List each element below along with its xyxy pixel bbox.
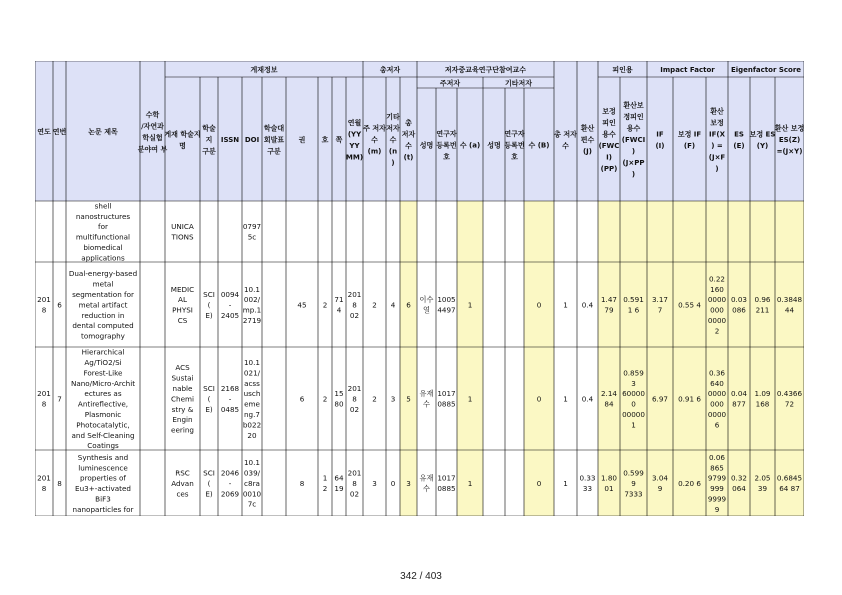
cell-f: 0.20 6 bbox=[678, 478, 701, 488]
header-page: 쪽 bbox=[335, 136, 343, 145]
cell-e: 0.04 877 bbox=[730, 389, 748, 409]
cell-vol: 6 bbox=[299, 394, 305, 404]
cell-j: 0.33 33 bbox=[579, 473, 596, 494]
cell-m: 2 bbox=[372, 394, 377, 404]
cell-total: 1 bbox=[563, 300, 568, 310]
cell-pp: 1.47 79 bbox=[600, 295, 618, 315]
header-p_id: 연구자 등록번 호 bbox=[436, 130, 457, 162]
cell-total: 1 bbox=[563, 478, 568, 488]
cell-x: 0.22 160 0000 000 0000 2 bbox=[707, 274, 727, 336]
cell-class: SCI ( E) bbox=[203, 468, 215, 499]
header-p_name: 성명 bbox=[419, 141, 434, 150]
header-o_id: 연구자 등록번 호 bbox=[504, 130, 525, 162]
cell-x: 0.06 865 9799 999 9999 9 bbox=[707, 452, 727, 514]
cell-i: 3.04 9 bbox=[651, 473, 669, 494]
cell-issue: 1 2 bbox=[322, 473, 328, 494]
cell-j: 0.4 bbox=[581, 300, 594, 310]
header-no: 연번 bbox=[52, 128, 67, 137]
cell-doi: 10.1 021/ acss usch eme ng.7 b022 20 bbox=[242, 358, 262, 440]
cell-f: 0.91 6 bbox=[678, 394, 701, 404]
cell-a: 1 bbox=[467, 478, 473, 488]
header-y: 보정 ES (Y) bbox=[749, 130, 776, 150]
header-issue: 호 bbox=[321, 136, 329, 145]
cell-year: 201 8 bbox=[37, 389, 51, 409]
cell-y: 2.05 39 bbox=[754, 473, 771, 494]
cell-class: SCI ( E) bbox=[203, 290, 215, 320]
highlight-column-b bbox=[524, 201, 554, 516]
cell-issn: 0094 -2405 bbox=[220, 290, 240, 320]
cell-jpp: 0.591 1 6 bbox=[623, 295, 644, 315]
group-authors: 총저자 bbox=[379, 66, 401, 74]
header-class: 학술 지 구분 bbox=[202, 124, 216, 156]
highlight-column-a bbox=[457, 201, 483, 516]
cell-z: 0.3848 44 bbox=[776, 295, 803, 315]
cell-p_name: 유재 수 bbox=[419, 389, 434, 409]
cell-journal: MEDIC AL PHYSI CS bbox=[170, 284, 195, 325]
cell-no: 6 bbox=[57, 300, 62, 310]
cell-p_id: 1005 4497 bbox=[437, 295, 456, 315]
header-x: 환산 보정 IF(X ) = (J×F ) bbox=[708, 107, 726, 173]
cell-date: 201 8 02 bbox=[347, 468, 362, 499]
cell-x: 0.36 640 0000 000 0000 6 bbox=[707, 368, 727, 430]
group-publication: 게재정보 bbox=[250, 66, 278, 74]
cell-f: 0.55 4 bbox=[678, 300, 701, 310]
header-year: 연도 bbox=[37, 128, 51, 137]
cell-journal: UNICA TIONS bbox=[171, 222, 194, 242]
header-b: 수 (B) bbox=[528, 141, 550, 150]
cell-z: 0.4366 72 bbox=[776, 389, 803, 409]
cell-issn: 2046 -2069 bbox=[220, 468, 240, 499]
header-i: IF (I) bbox=[655, 130, 665, 150]
highlight-column-t bbox=[400, 201, 417, 516]
cell-class: SCI ( E) bbox=[203, 384, 215, 414]
cell-journal: RSC Advan ces bbox=[171, 468, 194, 499]
cell-page: 64 19 bbox=[334, 473, 344, 494]
header-title: 논문 제목 bbox=[88, 128, 118, 137]
cell-y: 1.09 168 bbox=[754, 389, 771, 409]
header-issn: ISSN bbox=[220, 136, 240, 145]
cell-b: 0 bbox=[536, 394, 542, 404]
cell-n: 4 bbox=[390, 300, 396, 310]
publication-table bbox=[35, 61, 804, 516]
cell-year: 201 8 bbox=[37, 295, 51, 315]
cell-doi: 0797 5c bbox=[242, 222, 262, 242]
header-date: 연월 (YY YY MM) bbox=[345, 119, 364, 162]
header-jpp: 환산보 정피인 용수 (FWCI ) (J×PP ) bbox=[621, 101, 646, 179]
cell-jpp: 0.859 3 60000 0 00000 1 bbox=[622, 368, 645, 430]
cell-no: 7 bbox=[57, 394, 62, 404]
header-j: 환산 편수 (J) bbox=[580, 124, 595, 156]
cell-pp: 1.80 01 bbox=[600, 473, 618, 494]
cell-date: 201 8 02 bbox=[347, 384, 362, 414]
cell-title: Synthesis and luminescence properties of Eu3+-activated BiF3 nanoparticles for bbox=[72, 452, 134, 514]
header-class2: 학술대 회발표 구분 bbox=[263, 124, 285, 156]
cell-page: 71 4 bbox=[334, 295, 344, 315]
cell-doi: 10.1 039/ c8ra 0010 7c bbox=[242, 458, 262, 509]
cell-total: 1 bbox=[563, 394, 568, 404]
cell-p_name: 이수 열 bbox=[419, 295, 434, 315]
header-field: 수학 /자연과 학실험 분야여 부 bbox=[137, 111, 168, 154]
cell-year: 201 8 bbox=[37, 473, 51, 494]
header-total: 총 저자 수 bbox=[554, 130, 577, 150]
header-o_name: 성명 bbox=[487, 141, 501, 150]
cell-vol: 8 bbox=[299, 478, 305, 488]
cell-a: 1 bbox=[467, 300, 473, 310]
header-m: 주 저자 수 (m) bbox=[363, 124, 386, 156]
header-doi: DOI bbox=[244, 136, 260, 145]
cell-n: 3 bbox=[390, 394, 396, 404]
header-z: 환산 보정 ES(Z) =(J×Y) bbox=[774, 124, 804, 156]
header-journal: 게재 학술지 명 bbox=[164, 130, 201, 150]
cell-title: Hierarchical Ag/TiO2/Si Forest-Like Nano/Micro-Archit ectures as Antireflective, Plasmonic Photocatalytic, and Self-Cleaning Coatings bbox=[70, 347, 136, 451]
cell-p_id: 1017 0885 bbox=[437, 473, 456, 494]
cell-pp: 2.14 84 bbox=[600, 389, 618, 409]
header-a: 수 (a) bbox=[459, 141, 481, 150]
cell-e: 0.32 064 bbox=[730, 473, 748, 494]
header-e: ES (E) bbox=[733, 130, 745, 150]
cell-b: 0 bbox=[536, 300, 542, 310]
cell-i: 6.97 bbox=[651, 394, 669, 404]
group-impact-factor: Impact Factor bbox=[660, 66, 715, 74]
sub-primary-author: 주저자 bbox=[439, 79, 461, 88]
cell-z: 0.6845 64 87 bbox=[776, 473, 803, 494]
group-citation: 피인용 bbox=[612, 66, 633, 74]
cell-a: 1 bbox=[467, 394, 473, 404]
cell-journal: ACS Sustai nable Chemi stry & Engin eering bbox=[171, 363, 194, 435]
cell-title: Dual-energy-based metal segmentation for metal artifact reduction in dental computed tomography bbox=[68, 269, 138, 341]
cell-p_id: 1017 0885 bbox=[437, 389, 456, 409]
cell-i: 3.17 7 bbox=[651, 295, 669, 315]
cell-n: 0 bbox=[390, 478, 396, 488]
header-t: 총 저자 수 (t) bbox=[401, 119, 416, 162]
sub-other-author: 기타저자 bbox=[504, 79, 533, 88]
cell-y: 0.96 211 bbox=[754, 295, 771, 315]
cell-vol: 45 bbox=[297, 300, 307, 310]
page-number: 342 / 403 bbox=[400, 571, 442, 582]
cell-issue: 2 bbox=[322, 300, 328, 310]
group-participation: 저자중교육연구단참여교수 bbox=[444, 66, 527, 74]
cell-title: shell nanostructures for multifunctional biomedical applications bbox=[75, 201, 131, 263]
cell-date: 201 8 02 bbox=[347, 290, 362, 320]
cell-issn: 2168 -0485 bbox=[220, 384, 240, 414]
cell-p_name: 유재 수 bbox=[419, 473, 434, 494]
header-pp: 보정 피인 용수 (FWC I) (PP) bbox=[598, 107, 620, 173]
cell-jpp: 0.599 9 7333 bbox=[623, 468, 644, 499]
cell-b: 0 bbox=[536, 478, 542, 488]
header-f: 보정 IF (F) bbox=[677, 130, 702, 150]
header-vol: 권 bbox=[298, 136, 306, 145]
cell-m: 2 bbox=[372, 300, 377, 310]
cell-no: 8 bbox=[57, 478, 62, 488]
cell-doi: 10.1 002/ mp.1 2719 bbox=[242, 284, 262, 325]
header-n: 기타 저자 수 (n ) bbox=[386, 113, 400, 168]
cell-e: 0.03 086 bbox=[730, 295, 748, 315]
group-eigenfactor: Eigenfactor Score bbox=[730, 66, 802, 74]
cell-t: 5 bbox=[406, 394, 411, 404]
cell-issue: 2 bbox=[322, 394, 328, 404]
cell-t: 3 bbox=[406, 478, 411, 488]
cell-page: 15 80 bbox=[334, 389, 344, 409]
cell-m: 3 bbox=[372, 478, 377, 488]
cell-t: 6 bbox=[406, 300, 411, 310]
cell-j: 0.4 bbox=[581, 394, 594, 404]
